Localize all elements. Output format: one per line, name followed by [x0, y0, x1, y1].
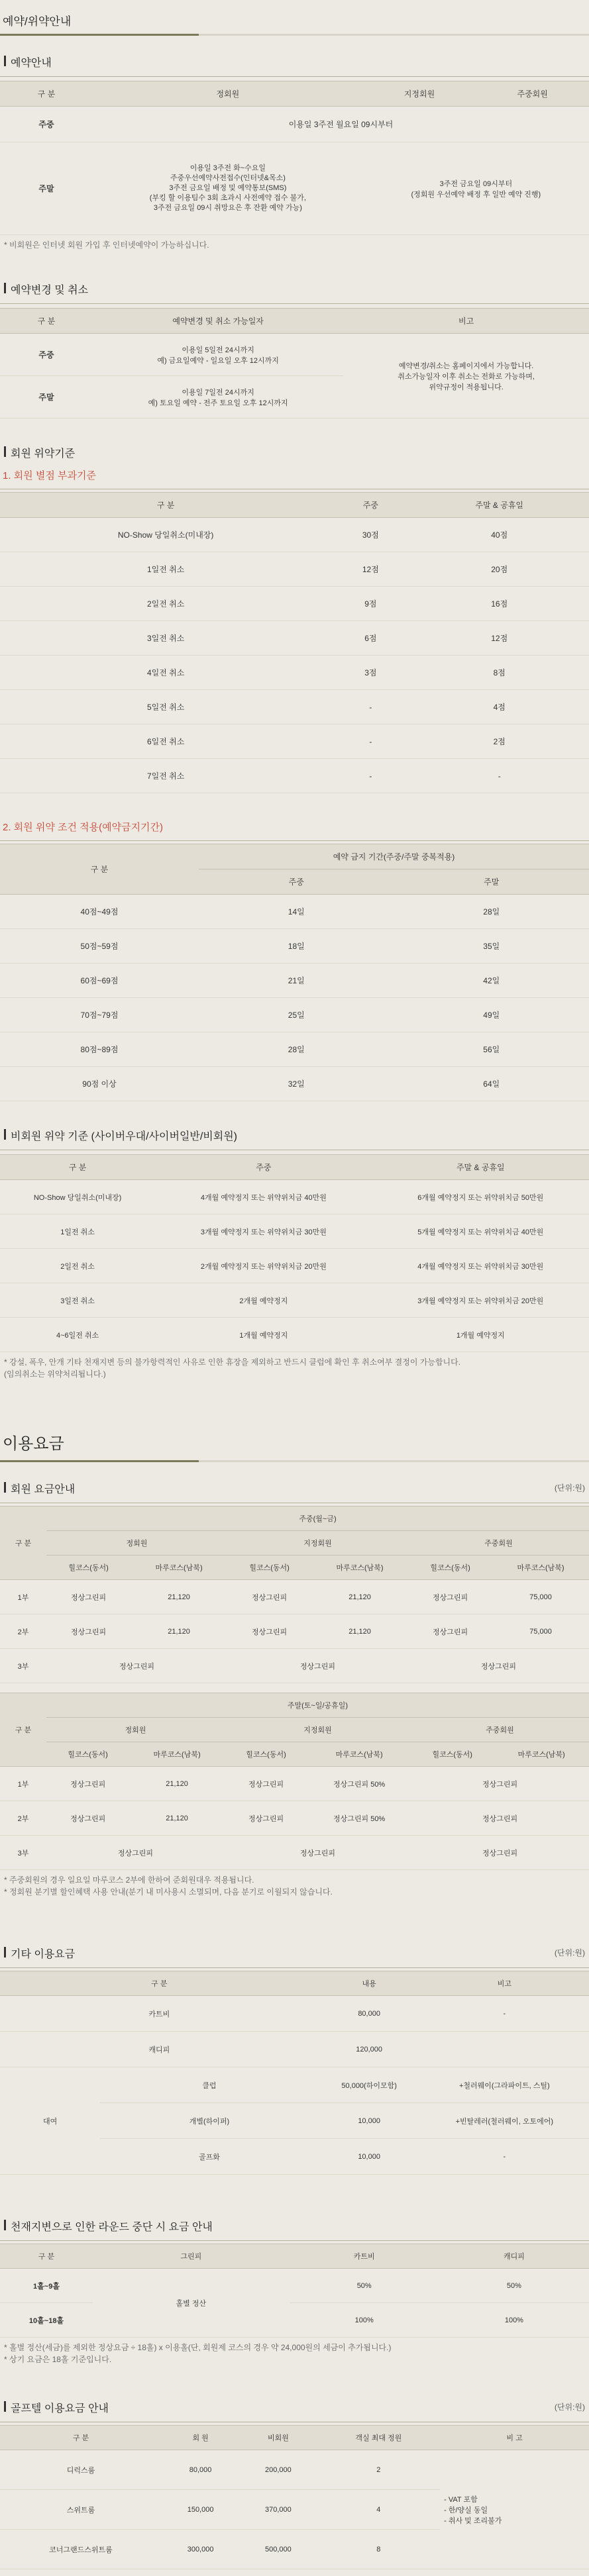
th: 마루코스(남북): [492, 1556, 589, 1580]
cell: 150,000: [162, 2490, 239, 2530]
row-label: 40점~49점: [0, 895, 199, 929]
table-row: [0, 998, 589, 1032]
th: 마루코스(남북): [494, 1742, 589, 1767]
unit: (단위:원): [555, 1482, 585, 1493]
note: * 홀별 정산(세금)를 제외한 정상요금 ÷ 18홀) x 이용홀(단, 회원제 코스의 경우 약 24,000원의 세금이 추가됩니다.) * 상기 요금은 18홀 기준입니다.: [0, 2338, 589, 2369]
row-label: 주중: [0, 107, 93, 142]
nonmember-table: [0, 1154, 589, 1352]
cell: 3주전 금요일 09시부터 (정회원 우선예약 배정 후 일반 예약 진행): [363, 142, 589, 235]
cell: 75,000: [492, 1614, 589, 1649]
cell: 16점: [409, 587, 589, 621]
row-label: 50점~59점: [0, 929, 199, 964]
cell: 50,000(하이모함): [319, 2067, 420, 2103]
table-row: [0, 724, 589, 759]
th: 주말(토~일/공휴일): [46, 1693, 589, 1718]
cell: [420, 2032, 589, 2067]
divider: [0, 1967, 589, 1968]
cell: 28일: [394, 895, 589, 929]
cell: 10,000: [319, 2103, 420, 2139]
row-label: 10홀~18홀: [0, 2303, 93, 2338]
divider: [0, 76, 589, 77]
remark: - VAT 포함 - 한/양실 동일 - 취사 및 조리불가: [440, 2450, 589, 2569]
cell: 정상그린피: [46, 1649, 227, 1683]
cell: 홀별 정산: [93, 2269, 290, 2338]
title-underline: [0, 1460, 589, 1462]
th: 마루코스(남북): [307, 1742, 411, 1767]
row-label: 2일전 취소: [0, 587, 331, 621]
th: 카트비: [290, 2244, 439, 2269]
th: 지정회원: [363, 81, 476, 107]
row-label: 디럭스룸: [0, 2450, 162, 2490]
weekday-fee-table: [0, 1506, 589, 1683]
th: 지정회원: [227, 1531, 408, 1556]
unit: (단위:원): [555, 2401, 585, 2412]
row-label: NO-Show 당일취소(미내장): [0, 1180, 155, 1214]
row-label: 캐디피: [0, 2032, 319, 2067]
th: 힐코스(동서): [46, 1742, 129, 1767]
cell: 4점: [409, 690, 589, 724]
cell: 3개월 예약정지 또는 위약위치금 20만원: [372, 1283, 589, 1318]
row-label: 주중: [0, 334, 93, 376]
table-row: [0, 1180, 589, 1214]
row-label: NO-Show 당일취소(미내장): [0, 518, 331, 552]
cell: 21,120: [129, 1801, 225, 1836]
cell: 6점: [331, 621, 409, 656]
th: 힐코스(동서): [411, 1742, 494, 1767]
cell: -: [409, 759, 589, 793]
cell: 120,000: [319, 2032, 420, 2067]
unit: (단위:원): [555, 1947, 585, 1958]
cell: 64일: [394, 1067, 589, 1101]
th: 그린피: [93, 2244, 290, 2269]
cell: 370,000: [239, 2490, 317, 2530]
table-row: [0, 2450, 589, 2490]
cell: 정상그린피: [225, 1767, 307, 1801]
note: * 주중회원의 경우 일요일 마루코스 2부에 한하여 준회원대우 적용됩니다. * 정회원 분기별 할인혜택 사용 안내(분기 내 미사용시 소멸되며, 다음 분기로 이월되지 않습니다.: [0, 1870, 589, 1902]
cell: 정상그린피: [46, 1801, 129, 1836]
th: 회 원: [162, 2426, 239, 2450]
row-label: 4~6일전 취소: [0, 1318, 155, 1352]
th: 주중회원: [408, 1531, 589, 1556]
th: 구 분: [0, 1693, 46, 1767]
th: 내용: [319, 1971, 420, 1996]
penalty-points-table: [0, 492, 589, 793]
cell: 20점: [409, 552, 589, 587]
table-row: [0, 518, 589, 552]
cell: 이용일 5일전 24시까지 예) 금요일예약 - 일요일 오후 12시까지: [93, 334, 343, 376]
section-weather-fee: 천재지변으로 인한 라운드 중단 시 요금 안내: [3, 2214, 589, 2238]
th: 힐코스(동서): [408, 1556, 492, 1580]
cell: 100%: [290, 2303, 439, 2338]
divider: [0, 2240, 589, 2241]
th: 힐코스(동서): [227, 1556, 311, 1580]
th: 구 분: [0, 2244, 93, 2269]
table-row: [0, 1318, 589, 1352]
th: 구 분: [0, 1155, 155, 1180]
cell: 정상그린피 50%: [307, 1801, 411, 1836]
cell: 이용일 3주전 화~수요일 주중우선예약사전접수(인터넷&목소) 3주전 금요일 배정 및 예약통보(SMS) (부킹 할 이용팀수 3회 초과시 사전예약 접수 불가, 3주전 금요일 09시 취망요은 후 잔환 예약 가능): [93, 142, 363, 235]
row-label: 3일전 취소: [0, 621, 331, 656]
section-reservation: 예약안내: [3, 50, 589, 74]
table-row: [0, 1032, 589, 1067]
cell: 이용일 3주전 월요일 09시부터: [93, 107, 589, 142]
th: 주중회원: [476, 81, 589, 107]
row-label: 1부: [0, 1580, 46, 1614]
cell: 정상그린피: [46, 1767, 129, 1801]
cell: 21,120: [311, 1580, 408, 1614]
cell: -: [420, 2139, 589, 2175]
th: 주중: [199, 869, 394, 895]
golftel-fee-table: [0, 2425, 589, 2569]
th: 정회원: [46, 1531, 227, 1556]
cell: 정상그린피: [227, 1580, 311, 1614]
subhead: 2. 회원 위약 조건 적용(예약금지기간): [3, 816, 586, 838]
th: 구 분: [0, 844, 199, 895]
th: 힐코스(동서): [46, 1556, 131, 1580]
table-row: [0, 690, 589, 724]
table-row: [0, 621, 589, 656]
weekend-fee-table: [0, 1693, 589, 1870]
cell: 1개월 예약정지: [155, 1318, 372, 1352]
cell: 정상그린피: [227, 1614, 311, 1649]
cell: 12점: [409, 621, 589, 656]
cell: 5개월 예약정지 또는 위약위치금 40만원: [372, 1214, 589, 1249]
th: 구 분: [0, 81, 93, 107]
row-label: 70점~79점: [0, 998, 199, 1032]
th: 비회원: [239, 2426, 317, 2450]
section-nonmember: 비회원 위약 기준 (사이버우대/사이버일반/비회원): [3, 1124, 589, 1147]
note: * 비회원은 인터넷 회원 가입 후 인터넷예약이 가능하십니다.: [0, 235, 589, 255]
cell: -: [331, 724, 409, 759]
subhead: 1. 회원 별점 부과기준: [3, 464, 586, 486]
section-member-fee: 회원 요금안내: [3, 1477, 589, 1500]
divider: [0, 303, 589, 304]
section-golftel-fee: 골프텔 이용요금 안내: [3, 2396, 589, 2419]
cell: 정상그린피: [46, 1580, 131, 1614]
cell: 2: [317, 2450, 441, 2490]
th: 비 고: [440, 2426, 589, 2450]
row-label: 3부: [0, 1836, 46, 1870]
cell: 3점: [331, 656, 409, 690]
th: 주중: [331, 493, 409, 518]
fee-title: 이용요금: [0, 1417, 589, 1460]
row-label: 개별(하이퍼): [100, 2103, 318, 2139]
row-label: 2일전 취소: [0, 1249, 155, 1283]
cell: 4: [317, 2490, 441, 2530]
section-penalty: 회원 위약기준: [3, 441, 589, 464]
table-row: [0, 1067, 589, 1101]
note: * 강설, 폭우, 안개 기타 천재지변 등의 불가항력적인 사유로 인한 휴장을 제외하고 반드시 클럽에 확인 후 취소여부 결정이 가능합니다. (임의취소는 위약처리됩니다.): [0, 1352, 589, 1384]
cell: -: [420, 1996, 589, 2032]
cell: 75,000: [492, 1580, 589, 1614]
cell: 정상그린피: [225, 1801, 307, 1836]
th: 주중(월~금): [46, 1507, 589, 1531]
table-row: [0, 2067, 589, 2103]
row-label: 대여: [0, 2067, 100, 2175]
cell: 2개월 예약정지: [155, 1283, 372, 1318]
table-row: [0, 1836, 589, 1870]
row-label: 카트비: [0, 1996, 319, 2032]
cell: 정상그린피: [46, 1614, 131, 1649]
table-row: [0, 929, 589, 964]
cell: 25일: [199, 998, 394, 1032]
cell: 8: [317, 2530, 441, 2569]
cell: 정상그린피: [408, 1649, 589, 1683]
cell: 500,000: [239, 2530, 317, 2569]
row-label: 6일전 취소: [0, 724, 331, 759]
cell: 정상그린피: [408, 1580, 492, 1614]
th: 지정회원: [225, 1718, 411, 1742]
cell: 21일: [199, 964, 394, 998]
th: 구 분: [0, 2426, 162, 2450]
cell: 이용일 7일전 24시까지 예) 토요일 예약 - 전주 토요일 오후 12시까지: [93, 376, 343, 419]
row-label: 7일전 취소: [0, 759, 331, 793]
cell: 21,120: [131, 1614, 227, 1649]
cell: 56일: [394, 1032, 589, 1067]
cell: 49일: [394, 998, 589, 1032]
th: 마루코스(남북): [129, 1742, 225, 1767]
table-row: [0, 964, 589, 998]
row-label: 1홀~9홀: [0, 2269, 93, 2303]
row-label: 주말: [0, 376, 93, 419]
table-row: [0, 1580, 589, 1614]
cell: 18일: [199, 929, 394, 964]
cell: 200,000: [239, 2450, 317, 2490]
cell: 50%: [439, 2269, 589, 2303]
row-label: 코너그랜드스위트룸: [0, 2530, 162, 2569]
cell: 35일: [394, 929, 589, 964]
row-label: 5일전 취소: [0, 690, 331, 724]
cell: 4개월 예약정지 또는 위약위치금 30만원: [372, 1249, 589, 1283]
cell: 정상그린피: [411, 1801, 589, 1836]
cell: 4개월 예약정지 또는 위약위치금 40만원: [155, 1180, 372, 1214]
cell: 정상그린피: [408, 1614, 492, 1649]
cell: 21,120: [131, 1580, 227, 1614]
change-table: [0, 308, 589, 419]
table-row: [0, 895, 589, 929]
th: 객실 최대 정원: [317, 2426, 441, 2450]
row-label: 1일전 취소: [0, 552, 331, 587]
row-label: 1부: [0, 1767, 46, 1801]
cell: -: [331, 690, 409, 724]
cell: 1개월 예약정지: [372, 1318, 589, 1352]
th: 캐디피: [439, 2244, 589, 2269]
table-row: [0, 1801, 589, 1836]
row-label: 1일전 취소: [0, 1214, 155, 1249]
th: 주중회원: [411, 1718, 589, 1742]
th: 구 분: [0, 1507, 46, 1580]
row-label: 골프화: [100, 2139, 318, 2175]
th: 정회원: [93, 81, 363, 107]
section-change-cancel: 예약변경 및 취소: [3, 277, 589, 301]
th: 주말: [394, 869, 589, 895]
weather-fee-table: [0, 2244, 589, 2338]
title-underline: [0, 34, 589, 36]
row-label: 3일전 취소: [0, 1283, 155, 1318]
cell: 2점: [409, 724, 589, 759]
cell: 100%: [439, 2303, 589, 2338]
th: 비고: [420, 1971, 589, 1996]
th: 마루코스(남북): [131, 1556, 227, 1580]
remark: 예약변경/취소는 홈페이지에서 가능합니다. 취소가능일자 이후 취소는 전화로 가능하며, 위약규정이 적용됩니다.: [343, 334, 589, 419]
ban-period-table: [0, 844, 589, 1101]
cell: 정상그린피: [227, 1649, 408, 1683]
cell: 80,000: [319, 1996, 420, 2032]
th: 마루코스(남북): [311, 1556, 408, 1580]
cell: 정상그린피: [411, 1836, 589, 1870]
cell: 42일: [394, 964, 589, 998]
th: 주말 & 공휴일: [372, 1155, 589, 1180]
cell: 12점: [331, 552, 409, 587]
cell: 50%: [290, 2269, 439, 2303]
table-row: [0, 1996, 589, 2032]
table-row: [0, 1649, 589, 1683]
cell: 40점: [409, 518, 589, 552]
th: 정회원: [46, 1718, 225, 1742]
row-label: 3부: [0, 1649, 46, 1683]
table-row: [0, 1283, 589, 1318]
cell: 정상그린피: [225, 1836, 411, 1870]
table-row: [0, 1214, 589, 1249]
cell: 8점: [409, 656, 589, 690]
cell: 정상그린피: [46, 1836, 225, 1870]
table-row: [0, 759, 589, 793]
table-row: [0, 1249, 589, 1283]
row-label: 스위트룸: [0, 2490, 162, 2530]
other-fee-table: [0, 1971, 589, 2175]
table-row: [0, 587, 589, 621]
table-row: [0, 1614, 589, 1649]
row-label: 2부: [0, 1801, 46, 1836]
table-row: [0, 2032, 589, 2067]
cell: 32일: [199, 1067, 394, 1101]
cell: 14일: [199, 895, 394, 929]
th: 주중: [155, 1155, 372, 1180]
cell: 6개월 예약정지 또는 위약위치금 50만원: [372, 1180, 589, 1214]
table-row: [0, 1767, 589, 1801]
row-label: 60점~69점: [0, 964, 199, 998]
cell: 21,120: [311, 1614, 408, 1649]
table-row: [0, 656, 589, 690]
cell: 300,000: [162, 2530, 239, 2569]
cell: 28일: [199, 1032, 394, 1067]
th: 예약 금지 기간(주중/주말 중복적용): [199, 844, 589, 869]
th: 구 분: [0, 1971, 319, 1996]
cell: 10,000: [319, 2139, 420, 2175]
table-row: [0, 552, 589, 587]
section-other-fee: 기타 이용요금: [3, 1942, 589, 1965]
page-title: 예약/위약안내: [0, 0, 589, 34]
row-label: 2부: [0, 1614, 46, 1649]
row-label: 클럽: [100, 2067, 318, 2103]
th: 비고: [343, 309, 589, 334]
cell: +빈탈레러(철러웨이, 오토에어): [420, 2103, 589, 2139]
th: 구 분: [0, 493, 331, 518]
row-label: 90점 이상: [0, 1067, 199, 1101]
cell: -: [331, 759, 409, 793]
cell: 9점: [331, 587, 409, 621]
th: 구 분: [0, 309, 93, 334]
cell: 21,120: [129, 1767, 225, 1801]
cell: 30점: [331, 518, 409, 552]
row-label: 80점~89점: [0, 1032, 199, 1067]
row-label: 4일전 취소: [0, 656, 331, 690]
row-label: 주말: [0, 142, 93, 235]
cell: 3개월 예약정지 또는 위약위치금 30만원: [155, 1214, 372, 1249]
th: 힐코스(동서): [225, 1742, 307, 1767]
th: 주말 & 공휴일: [409, 493, 589, 518]
reservation-table: [0, 81, 589, 235]
cell: 정상그린피: [411, 1767, 589, 1801]
cell: 2개월 예약정지 또는 위약위치금 20만원: [155, 1249, 372, 1283]
cell: +철러웨이(그라파이트, 스틸): [420, 2067, 589, 2103]
th: 예약변경 및 취소 가능일자: [93, 309, 343, 334]
cell: 정상그린피 50%: [307, 1767, 411, 1801]
divider: [0, 840, 589, 841]
cell: 80,000: [162, 2450, 239, 2490]
